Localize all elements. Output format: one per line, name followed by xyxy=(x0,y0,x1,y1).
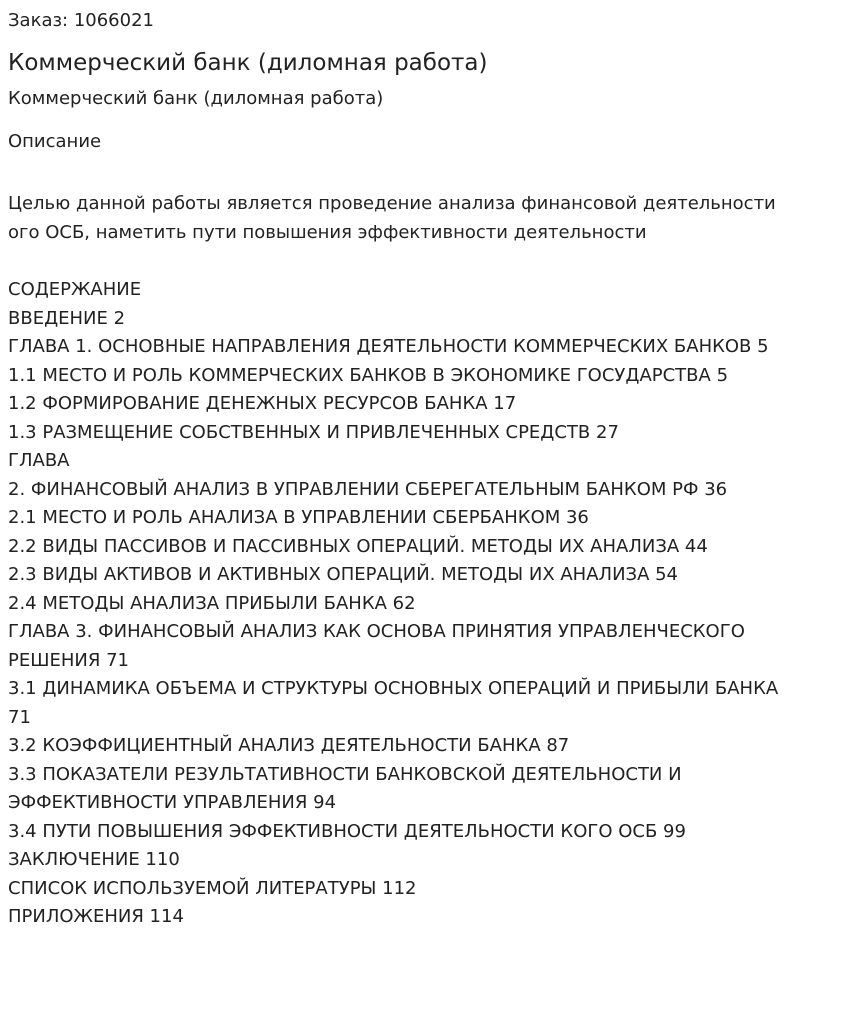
table-of-contents xyxy=(8,276,839,932)
toc-item: 2.4 МЕТОДЫ АНАЛИЗА ПРИБЫЛИ БАНКА 62 xyxy=(8,592,416,614)
description-heading: Описание xyxy=(8,131,102,152)
toc-item: 2.3 ВИДЫ АКТИВОВ И АКТИВНЫХ ОПЕРАЦИЙ. МЕТОДЫ ИХ АНАЛИЗА 54 xyxy=(8,564,679,585)
order-number: Заказ: 1066021 xyxy=(8,10,154,31)
toc-item: 71 xyxy=(8,706,31,728)
page-title: Коммерческий банк (диломная работа) xyxy=(8,50,488,76)
page-subtitle: Коммерческий банк (диломная работа) xyxy=(8,88,384,109)
toc-item: 2.1 МЕСТО И РОЛЬ АНАЛИЗА В УПРАВЛЕНИИ СБЕРБАНКОМ 36 xyxy=(8,507,589,528)
description-line: ого ОСБ, наметить пути повышения эффективности деятельности xyxy=(8,221,647,243)
toc-item: ГЛАВА 1. ОСНОВНЫЕ НАПРАВЛЕНИЯ ДЕЯТЕЛЬНОСТИ КОММЕРЧЕСКИХ БАНКОВ 5 xyxy=(8,336,769,357)
toc-item: 3.3 ПОКАЗАТЕЛИ РЕЗУЛЬТАТИВНОСТИ БАНКОВСКОЙ ДЕЯТЕЛЬНОСТИ И xyxy=(8,763,682,785)
toc-item: ЭФФЕКТИВНОСТИ УПРАВЛЕНИЯ 94 xyxy=(8,792,337,813)
toc-item: ГЛАВА xyxy=(8,450,70,471)
description-text xyxy=(8,190,839,247)
toc-item: 3.4 ПУТИ ПОВЫШЕНИЯ ЭФФЕКТИВНОСТИ ДЕЯТЕЛЬНОСТИ КОГО ОСБ 99 xyxy=(8,820,686,842)
toc-item: СПИСОК ИСПОЛЬЗУЕМОЙ ЛИТЕРАТУРЫ 112 xyxy=(8,877,417,899)
toc-item: 2. ФИНАНСОВЫЙ АНАЛИЗ В УПРАВЛЕНИИ СБЕРЕГАТЕЛЬНЫМ БАНКОМ РФ 36 xyxy=(8,478,728,500)
toc-item: ЗАКЛЮЧЕНИЕ 110 xyxy=(8,849,180,870)
toc-item: ПРИЛОЖЕНИЯ 114 xyxy=(8,906,184,927)
toc-item: РЕШЕНИЯ 71 xyxy=(8,649,129,671)
toc-heading: СОДЕРЖАНИЕ xyxy=(8,279,142,300)
toc-item: 2.2 ВИДЫ ПАССИВОВ И ПАССИВНЫХ ОПЕРАЦИЙ. МЕТОДЫ ИХ АНАЛИЗА 44 xyxy=(8,535,708,557)
description-line: Целью данной работы является проведение анализа финансовой деятельности xyxy=(8,193,776,214)
toc-item: ГЛАВА 3. ФИНАНСОВЫЙ АНАЛИЗ КАК ОСНОВА ПРИНЯТИЯ УПРАВЛЕНЧЕСКОГО xyxy=(8,621,745,642)
toc-item: 3.2 КОЭФФИЦИЕНТНЫЙ АНАЛИЗ ДЕЯТЕЛЬНОСТИ БАНКА 87 xyxy=(8,735,570,756)
toc-item: 3.1 ДИНАМИКА ОБЪЕМА И СТРУКТУРЫ ОСНОВНЫХ ОПЕРАЦИЙ И ПРИБЫЛИ БАНКА xyxy=(8,678,779,699)
toc-item: 1.1 МЕСТО И РОЛЬ КОММЕРЧЕСКИХ БАНКОВ В ЭКОНОМИКЕ ГОСУДАРСТВА 5 xyxy=(8,364,729,386)
toc-item: 1.2 ФОРМИРОВАНИЕ ДЕНЕЖНЫХ РЕСУРСОВ БАНКА 17 xyxy=(8,393,517,414)
toc-item: 1.3 РАЗМЕЩЕНИЕ СОБСТВЕННЫХ И ПРИВЛЕЧЕННЫХ СРЕДСТВ 27 xyxy=(8,421,619,443)
toc-item: ВВЕДЕНИЕ 2 xyxy=(8,307,126,329)
